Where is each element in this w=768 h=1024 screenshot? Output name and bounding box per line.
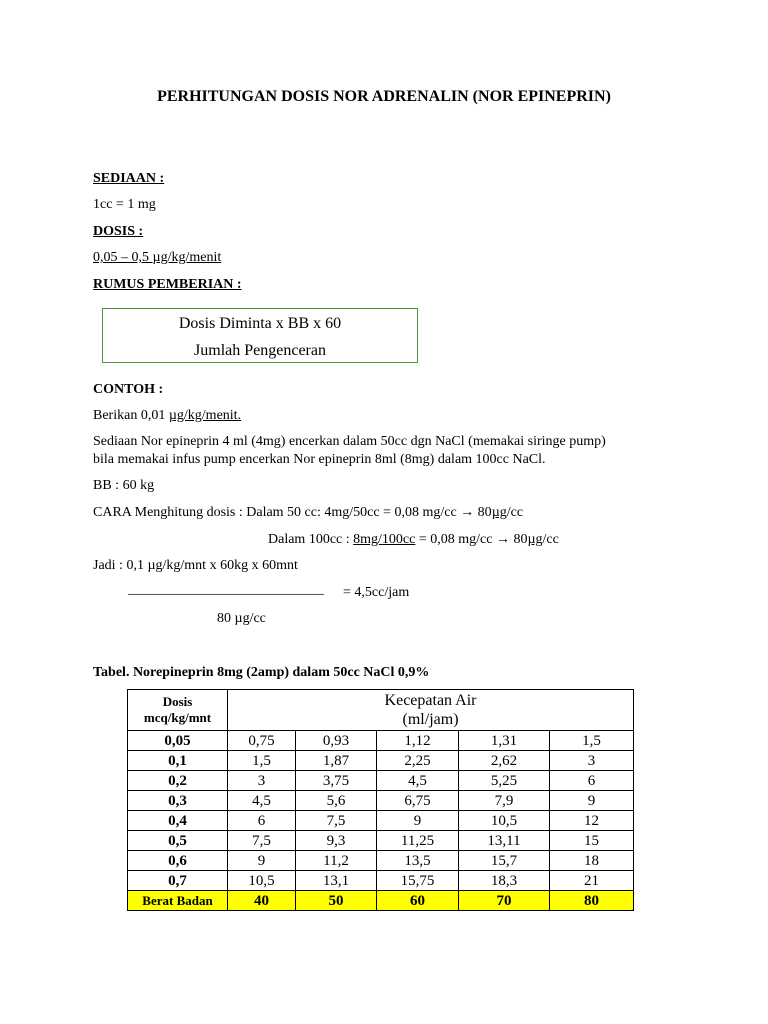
rumus-heading: RUMUS PEMBERIAN : bbox=[93, 277, 242, 292]
weight-cell: 80 bbox=[550, 891, 634, 911]
weight-cell: 50 bbox=[296, 891, 377, 911]
rate-cell: 15 bbox=[550, 831, 634, 851]
rate-cell: 0,75 bbox=[228, 731, 296, 751]
rate-cell: 18,3 bbox=[459, 871, 550, 891]
rate-cell: 11,2 bbox=[296, 851, 377, 871]
rate-cell: 1,5 bbox=[228, 751, 296, 771]
cara-line2 bbox=[268, 532, 559, 548]
rate-cell: 1,31 bbox=[459, 731, 550, 751]
rate-cell: 7,9 bbox=[459, 791, 550, 811]
dose-cell: 0,5 bbox=[128, 831, 228, 851]
table-row bbox=[128, 771, 634, 791]
rate-cell: 21 bbox=[550, 871, 634, 891]
table-row bbox=[128, 851, 634, 871]
rate-cell: 2,62 bbox=[459, 751, 550, 771]
cara2-fraction: 8mg/100cc bbox=[353, 532, 416, 547]
table-row bbox=[128, 871, 634, 891]
dose-cell: 0,3 bbox=[128, 791, 228, 811]
table-row bbox=[128, 811, 634, 831]
rate-cell: 9 bbox=[228, 851, 296, 871]
rate-cell: 5,6 bbox=[296, 791, 377, 811]
cara1-prefix: CARA Menghitung dosis : Dalam 50 cc: 4mg/50cc = 0,08 mg/cc → 80 bbox=[93, 505, 492, 520]
rate-cell: 11,25 bbox=[377, 831, 459, 851]
table-row bbox=[128, 831, 634, 851]
table-footer-row bbox=[128, 891, 634, 911]
table-row bbox=[128, 751, 634, 771]
rate-cell: 1,12 bbox=[377, 731, 459, 751]
rate-cell: 13,1 bbox=[296, 871, 377, 891]
dose-cell: 0,6 bbox=[128, 851, 228, 871]
dose-cell: 0,05 bbox=[128, 731, 228, 751]
rate-cell: 6 bbox=[228, 811, 296, 831]
table-row bbox=[128, 791, 634, 811]
rate-cell: 12 bbox=[550, 811, 634, 831]
dose-cell: 0,1 bbox=[128, 751, 228, 771]
contoh-line3: bila memakai infus pump encerkan Nor epineprin 8ml (8mg) dalam 100cc NaCl. bbox=[93, 452, 546, 467]
rate-cell: 6 bbox=[550, 771, 634, 791]
dose-cell: 0,2 bbox=[128, 771, 228, 791]
contoh-line1 bbox=[93, 408, 241, 424]
rate-cell: 10,5 bbox=[459, 811, 550, 831]
rate-cell: 3 bbox=[550, 751, 634, 771]
footer-label: Berat Badan bbox=[128, 891, 228, 911]
rate-cell: 7,5 bbox=[296, 811, 377, 831]
weight-cell: 70 bbox=[459, 891, 550, 911]
contoh-line1-prefix: Berikan 0,01 bbox=[93, 408, 169, 423]
header-kecepatan bbox=[228, 690, 634, 731]
cara2-unit: µg bbox=[527, 532, 543, 547]
rate-cell: 3 bbox=[228, 771, 296, 791]
header-dosis bbox=[128, 690, 228, 731]
cara-line1 bbox=[93, 505, 523, 521]
rate-cell: 0,93 bbox=[296, 731, 377, 751]
rate-cell: 15,75 bbox=[377, 871, 459, 891]
rate-cell: 4,5 bbox=[228, 791, 296, 811]
cara2-suffix: /cc bbox=[542, 532, 559, 547]
dose-cell: 0,7 bbox=[128, 871, 228, 891]
contoh-bb: BB : 60 kg bbox=[93, 478, 155, 493]
weight-cell: 40 bbox=[228, 891, 296, 911]
formula-box bbox=[102, 308, 418, 363]
cara2-mid: = 0,08 mg/cc → 80 bbox=[415, 532, 528, 547]
fraction-divider: ____________________________ bbox=[128, 582, 324, 597]
rate-cell: 18 bbox=[550, 851, 634, 871]
result-denominator: 80 µg/cc bbox=[217, 611, 266, 626]
contoh-line1-unit: µg/kg/menit. bbox=[168, 408, 242, 423]
rate-cell: 1,5 bbox=[550, 731, 634, 751]
page-title: PERHITUNGAN DOSIS NOR ADRENALIN (NOR EPINEPRIN) bbox=[157, 88, 611, 105]
rate-cell: 15,7 bbox=[459, 851, 550, 871]
cara1-suffix: /cc bbox=[506, 505, 524, 520]
rate-cell: 1,87 bbox=[296, 751, 377, 771]
rate-cell: 3,75 bbox=[296, 771, 377, 791]
table-row bbox=[128, 731, 634, 751]
rate-cell: 6,75 bbox=[377, 791, 459, 811]
dose-cell: 0,4 bbox=[128, 811, 228, 831]
weight-cell: 60 bbox=[377, 891, 459, 911]
rate-cell: 7,5 bbox=[228, 831, 296, 851]
rate-cell: 9 bbox=[550, 791, 634, 811]
rate-cell: 13,5 bbox=[377, 851, 459, 871]
rate-cell: 10,5 bbox=[228, 871, 296, 891]
rate-cell: 9 bbox=[377, 811, 459, 831]
rate-cell: 13,11 bbox=[459, 831, 550, 851]
formula-numerator: Dosis Diminta x BB x 60 bbox=[178, 315, 342, 332]
rate-cell: 5,25 bbox=[459, 771, 550, 791]
rate-cell: 2,25 bbox=[377, 751, 459, 771]
table-header-row bbox=[128, 690, 634, 731]
rate-cell: 4,5 bbox=[377, 771, 459, 791]
jadi-line: Jadi : 0,1 µg/kg/mnt x 60kg x 60mnt bbox=[93, 558, 298, 573]
contoh-line2: Sediaan Nor epineprin 4 ml (4mg) encerkan dalam 50cc dgn NaCl (memakai siringe pump) bbox=[93, 434, 606, 449]
header-kecepatan-line1: Kecepatan Air bbox=[384, 692, 477, 709]
dosis-value: 0,05 – 0,5 µg/kg/menit bbox=[93, 250, 222, 265]
header-dosis-line1: Dosis bbox=[162, 694, 193, 709]
sediaan-heading: SEDIAAN : bbox=[93, 171, 165, 186]
table-caption: Tabel. Norepineprin 8mg (2amp) dalam 50cc NaCl 0,9% bbox=[93, 665, 430, 680]
contoh-heading: CONTOH : bbox=[93, 382, 164, 397]
result-value: = 4,5cc/jam bbox=[343, 585, 410, 600]
sediaan-value: 1cc = 1 mg bbox=[93, 197, 156, 212]
header-kecepatan-line2: (ml/jam) bbox=[402, 711, 459, 728]
rate-cell: 9,3 bbox=[296, 831, 377, 851]
cara1-unit: µg bbox=[491, 505, 507, 520]
dose-table bbox=[127, 689, 634, 911]
cara2-prefix: Dalam 100cc : bbox=[268, 532, 354, 547]
header-dosis-line2: mcq/kg/mnt bbox=[143, 710, 212, 725]
dosis-heading: DOSIS : bbox=[93, 224, 144, 239]
formula-denominator: Jumlah Pengenceran bbox=[194, 342, 326, 359]
